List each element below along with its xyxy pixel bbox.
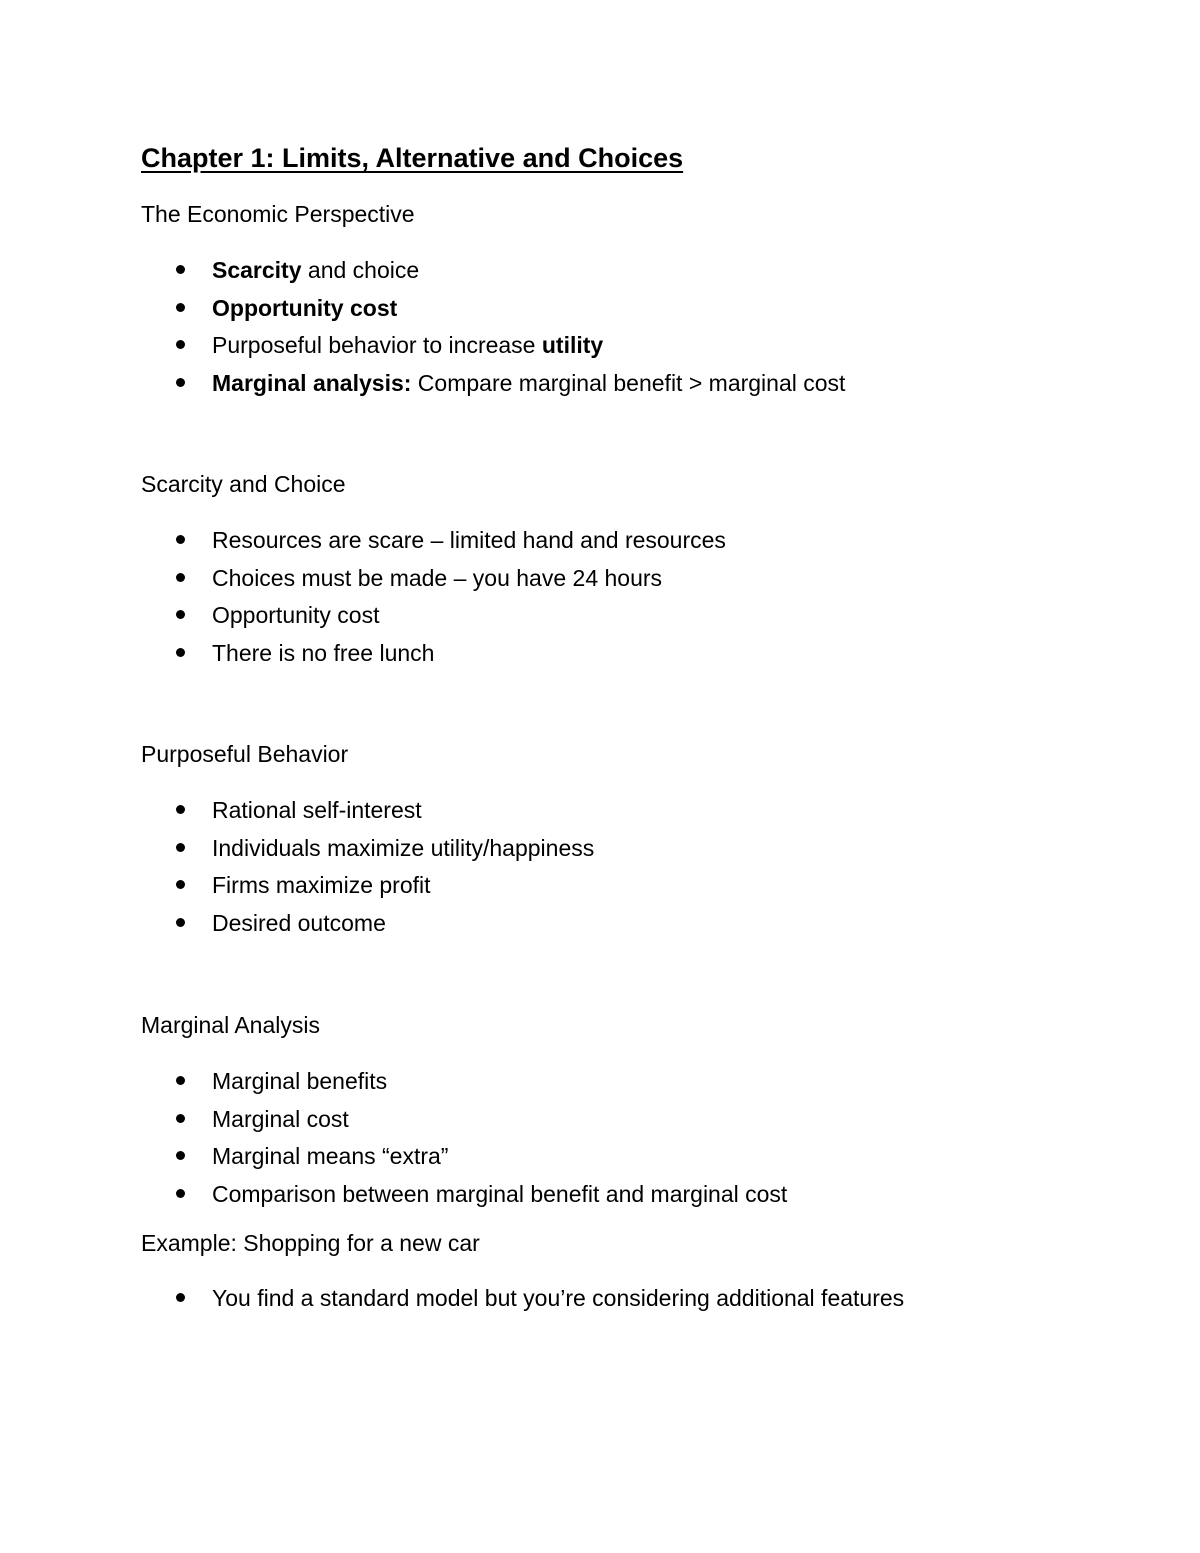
bullet-icon — [176, 303, 185, 312]
list-item-text: Firms maximize profit — [212, 872, 431, 898]
list-item-text: Choices must be made – you have 24 hours — [212, 564, 663, 591]
bullet-icon — [176, 265, 185, 274]
bullet-icon — [176, 843, 185, 852]
bullet-icon — [176, 1114, 185, 1123]
list-item-bold: Opportunity cost — [212, 294, 398, 321]
section-heading-marginal-analysis: Marginal Analysis — [141, 1012, 320, 1038]
list-item-text: Individuals maximize utility/happiness — [212, 834, 595, 861]
list-item-text: and choice — [301, 257, 420, 283]
list-item-text: Marginal benefits — [212, 1068, 388, 1094]
list-item-text: You find a standard model but you’re considering additional features — [212, 1285, 905, 1311]
bullet-icon — [176, 1076, 185, 1085]
bullet-icon — [176, 610, 185, 619]
section-heading-scarcity-choice: Scarcity and Choice — [141, 471, 346, 497]
bullet-icon — [176, 1293, 185, 1302]
bullet-icon — [176, 1151, 185, 1160]
bullet-icon — [176, 648, 185, 657]
list-item-text: Opportunity cost — [212, 602, 380, 628]
bullet-icon — [176, 918, 185, 927]
list-item-bold: Marginal analysis: — [212, 369, 412, 396]
list-item-text: There is no free lunch — [212, 639, 435, 666]
bullet-icon — [176, 880, 185, 889]
section-heading-example: Example: Shopping for a new car — [141, 1230, 480, 1256]
list-item-text: Marginal cost — [212, 1105, 349, 1132]
list-item-text: Compare marginal benefit > marginal cost — [411, 369, 846, 396]
list-item-text: Resources are scare – limited hand and resources — [212, 527, 726, 553]
list-item-text: Rational self-interest — [212, 797, 422, 823]
bullet-icon — [176, 573, 185, 582]
section-heading-economic-perspective: The Economic Perspective — [141, 201, 415, 227]
list-item-text: Comparison between marginal benefit and marginal cost — [212, 1180, 788, 1207]
page-title: Chapter 1: Limits, Alternative and Choices — [141, 143, 684, 173]
bullet-icon — [176, 805, 185, 814]
list-item-text: Desired outcome — [212, 909, 386, 936]
list-item-text: Marginal means “extra” — [212, 1143, 449, 1169]
bullet-icon — [176, 378, 185, 387]
list-item-bold: Scarcity — [212, 257, 302, 283]
bullet-icon — [176, 340, 185, 349]
list-item-bold: utility — [541, 332, 604, 358]
bullet-icon — [176, 1189, 185, 1198]
bullet-icon — [176, 535, 185, 544]
section-heading-purposeful-behavior: Purposeful Behavior — [141, 741, 349, 767]
list-item-text: Purposeful behavior to increase — [212, 332, 542, 358]
